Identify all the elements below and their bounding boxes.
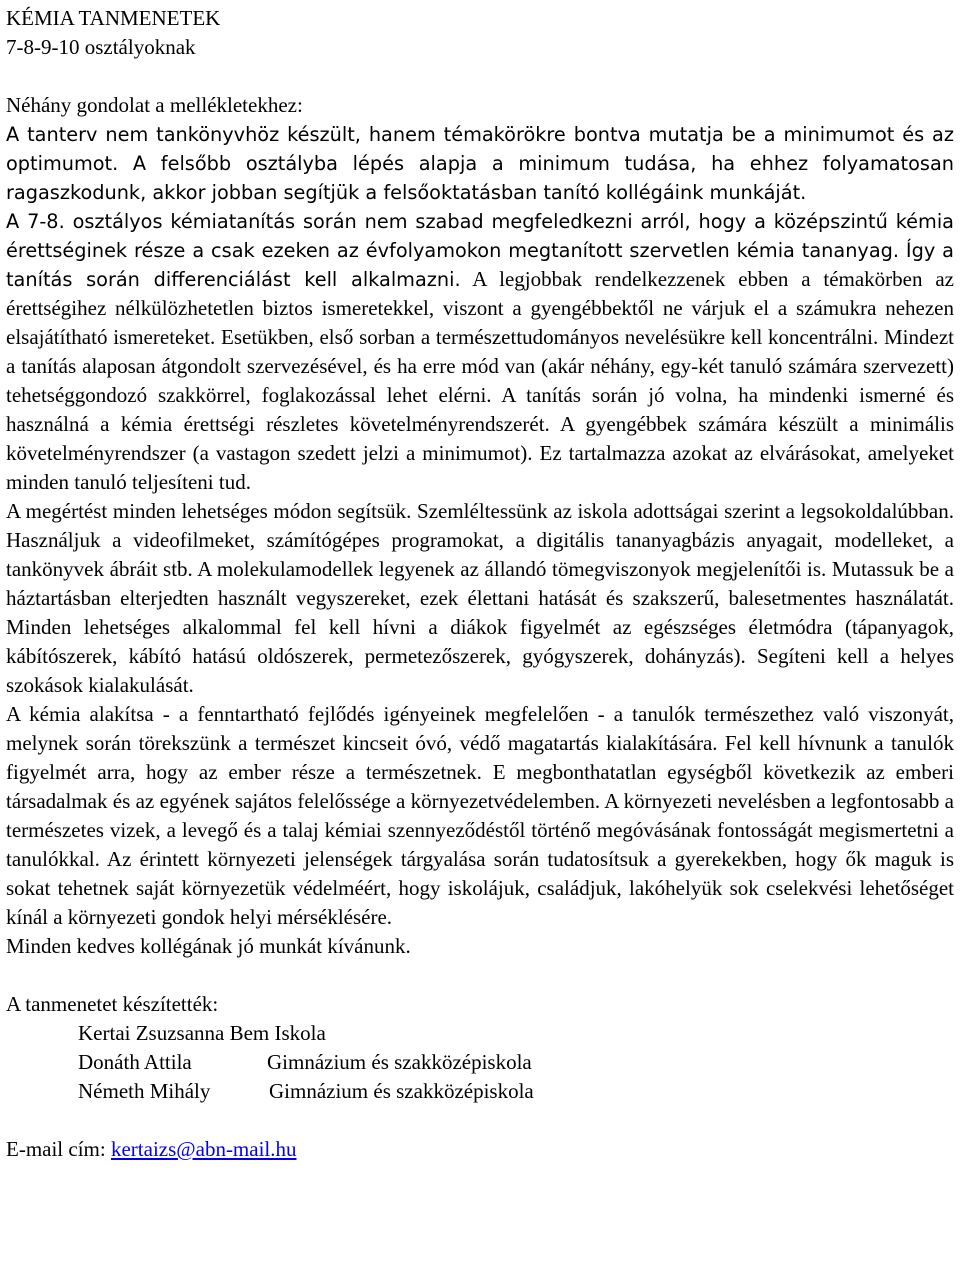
authors-list (78, 1019, 954, 1106)
contact-row (6, 1135, 954, 1164)
author-name: Donáth Attila (78, 1050, 192, 1074)
document-title: KÉMIA TANMENETEK (6, 6, 221, 30)
author-school: Gimnázium és szakközépiskola (269, 1079, 534, 1103)
document-subtitle: 7-8-9-10 osztályoknak (6, 35, 196, 59)
author-school: Gimnázium és szakközépiskola (267, 1050, 532, 1074)
author-name: Kertai Zsuzsanna Bem Iskola (78, 1021, 326, 1045)
paragraph-differentiation (6, 207, 954, 497)
authors-label: A tanmenetet készítették: (6, 992, 219, 1016)
author-row (78, 1019, 954, 1048)
paragraph-closing: Minden kedves kollégának jó munkát kívánunk. (6, 934, 411, 958)
email-label: E-mail cím: (6, 1137, 106, 1161)
paragraph-differentiation-rest: A legjobbak rendelkezzenek ebben a témakörben az érettségihez nélkülözhetetlen biztos ismeretekkel, viszont a gyengébbektől ne várjuk el a számukra nehezen elsajátítható ismereteket. Esetükben, első sorban a természettudományos nevelésükre kell koncentrálni. Mindezt a tanítás alaposan átgondolt szervezésével, és ha erre mód van (akár néhány, egy-két tanuló számára szervezett) tehetséggondozó szakkörrel, foglakozással lehet elérni. A tanítás során jó volna, ha mindenki ismerné és használná a kémia érettségi részletes követelményrendszerét. A gyengébbek számára készült a minimális követelményrendszer (a vastagon szedett jelzi a minimumot). Ez tartalmazza azokat az elvárásokat, amelyeket minden tanuló teljesíteni tud. (6, 267, 954, 494)
author-row (78, 1077, 954, 1106)
body-text (6, 120, 954, 961)
spacer (6, 961, 954, 990)
author-name: Németh Mihály (78, 1079, 211, 1103)
email-link[interactable]: kertaizs@abn-mail.hu (110, 1137, 297, 1161)
author-row (78, 1048, 954, 1077)
paragraph-curriculum-text: A tanterv nem tankönyvhöz készült, hanem témakörökre bontva mutatja be a minimumot és az optimumot. A felsőbb osztályba lépés alapja a minimum tudása, ha ehhez folyamatosan ragaszkodunk, akkor jobban segítjük a felsőoktatásban tanító kollégáink munkáját. (6, 123, 954, 204)
spacer (6, 62, 954, 91)
paragraph-illustration: A megértést minden lehetséges módon segítsük. Szemléltessünk az iskola adottságai szerint a legsokoldalúbban. Használjuk a videofilmeket, számítógépes programokat, a digitális tananyagbázis anyagait, modelleket, a tankönyvek ábráit stb. A molekulamodellek legyenek az állandó tömegviszonyok megjelenítői is. Mutassuk be a háztartásban elterjedten használt vegyszereket, ezek élettani hatását és szakszerű, balesetmentes használatát. Minden lehetséges alkalommal fel kell hívni a diákok figyelmét az egészséges életmódra (tápanyagok, kábítószerek, kábító hatású oldószerek, permetezőszerek, gyógyszerek, dohányzás). Segíteni kell a helyes szokások kialakulását. (6, 499, 954, 697)
document-page (6, 4, 954, 1164)
paragraph-environment: A kémia alakítsa - a fenntartható fejlődés igényeinek megfelelően - a tanulók természethez való viszonyát, melynek során törekszünk a természet kincseit óvó, védő magatartás kialakítására. Fel kell hívnunk a tanulók figyelmét arra, hogy az ember része a természetnek. E megbonthatatlan egységből következik az emberi társadalmak és az egyének sajátos felelőssége a környezetvédelemben. A környezeti nevelésben a legfontosabb a természetes vizek, a levegő és a talaj kémiai szennyeződéstől történő megóvásának fontosságát megismertetni a tanulókkal. Az érintett környezeti jelenségek tárgyalása során tudatosítsuk a gyerekekben, hogy ők maguk is sokat tehetnek saját környezetük védelméért, hogy iskolájuk, családjuk, lakóhelyük sok cselekvési lehetőséget kínál a környezeti gondok helyi mérséklésére. (6, 702, 954, 929)
paragraph-differentiation-lead: A 7-8. osztályos kémiatanítás során nem szabad megfeledkezni arról, hogy a középszintű kémia érettséginek része a csak ezeken az évfolyamokon megtanított szervetlen kémia tananyag. Így a tanítás során differenciálást kell alkalmazni. (6, 210, 954, 291)
intro-heading: Néhány gondolat a mellékletekhez: (6, 93, 303, 117)
paragraph-curriculum-intro (6, 120, 954, 207)
